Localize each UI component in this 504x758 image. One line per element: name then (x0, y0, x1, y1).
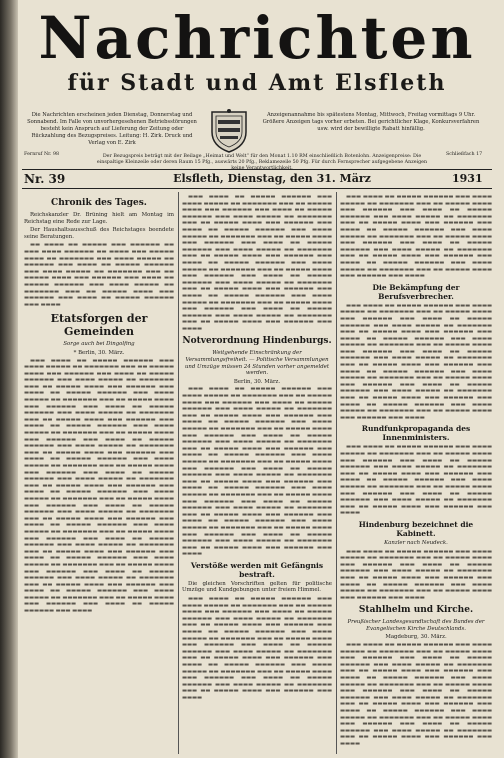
heading-etatsforgen: Etatsforgen der Gemeinden (50, 312, 148, 339)
article-body: ▬▬ ▬▬▬▬ ▬▬ ▬▬▬▬▬ ▬▬▬ ▬▬▬▬▬▬ ▬▬ ▬▬▬ ▬▬▬▬ ▬▬▬▬▬▬ ▬▬ ▬▬▬▬ ▬▬▬ ▬▬▬▬▬ ▬▬▬▬ ▬▬ ▬▬▬▬▬▬▬ ▬▬▬ ▬▬▬▬ ▬▬▬▬▬ ▬▬ ▬▬▬▬▬▬ ▬▬▬ ▬▬▬▬ ▬▬ ▬▬▬▬▬ ▬▬▬▬▬▬ ▬▬▬ ▬▬▬▬ ▬▬▬▬▬ ▬▬ ▬▬▬▬▬▬▬ ▬▬▬ ▬▬ ▬▬▬▬▬ ▬▬▬▬ ▬▬▬ ▬▬▬▬▬▬ ▬▬▬ ▬▬▬▬ ▬▬ ▬▬▬▬▬ ▬▬▬▬▬▬ ▬▬▬ ▬▬▬▬ ▬▬▬▬▬ ▬▬ ▬▬▬▬▬▬▬ ▬▬▬ ▬▬ ▬▬▬▬▬ ▬▬▬▬ ▬▬▬ ▬▬▬▬▬▬ ▬▬▬ ▬▬▬▬ ▬▬ ▬▬▬▬▬ ▬▬▬▬▬▬ ▬▬▬ ▬▬▬▬ (24, 242, 174, 308)
article-body: ▬▬▬ ▬▬▬▬ ▬▬ ▬▬▬▬▬ ▬▬▬▬▬▬ ▬▬▬ ▬▬▬▬ ▬▬▬▬▬ ▬▬ ▬▬▬▬▬▬▬ ▬▬▬ ▬▬ ▬▬▬▬▬ ▬▬▬▬ ▬▬▬ ▬▬▬▬▬▬ ▬▬▬ ▬▬▬▬ ▬▬ ▬▬▬▬▬ ▬▬▬▬▬▬ ▬▬▬ ▬▬▬▬ ▬▬▬▬▬ ▬▬ ▬▬▬▬▬▬▬ ▬▬▬ ▬▬ ▬▬▬▬▬ ▬▬▬▬ ▬▬▬ ▬▬▬▬▬▬ ▬▬▬ ▬▬▬▬ ▬▬ ▬▬▬▬▬ ▬▬▬▬▬▬ ▬▬▬ ▬▬▬▬ ▬▬▬▬▬ ▬▬ ▬▬▬▬▬▬▬ ▬▬▬ ▬▬ ▬▬▬▬▬ ▬▬▬▬ ▬▬▬ ▬▬▬▬▬▬ ▬▬▬ ▬▬▬▬ (340, 548, 492, 601)
article-body: ▬▬▬ ▬▬▬▬ ▬▬ ▬▬▬▬▬ ▬▬▬▬▬▬ ▬▬▬ ▬▬▬▬ ▬▬▬▬▬ ▬▬ ▬▬▬▬▬▬▬ ▬▬▬ ▬▬ ▬▬▬▬▬ ▬▬▬▬ ▬▬▬ ▬▬▬▬▬▬ ▬▬▬ ▬▬▬▬ ▬▬ ▬▬▬▬▬ ▬▬▬▬▬▬ ▬▬▬ ▬▬▬▬ ▬▬▬▬▬ ▬▬ ▬▬▬▬▬▬▬ ▬▬▬ ▬▬ ▬▬▬▬▬ ▬▬▬▬ ▬▬▬ ▬▬▬▬▬▬ ▬▬▬ ▬▬▬▬ ▬▬ ▬▬▬▬▬ ▬▬▬▬▬▬ ▬▬▬ ▬▬▬▬ ▬▬▬▬▬ ▬▬ ▬▬▬▬▬▬▬ ▬▬▬ ▬▬ ▬▬▬▬▬ ▬▬▬▬ ▬▬▬ ▬▬▬▬▬▬ ▬▬▬ ▬▬▬▬ ▬▬ ▬▬▬▬▬ ▬▬▬▬▬▬ ▬▬▬ ▬▬▬▬ ▬▬▬▬▬ ▬▬ ▬▬▬▬▬▬▬ ▬▬▬ ▬▬ ▬▬▬▬▬ ▬▬▬▬ ▬▬▬ ▬▬▬▬▬▬ ▬▬▬ ▬▬▬▬ ▬▬ ▬▬▬▬▬ ▬▬▬▬▬▬ ▬▬▬ ▬▬▬▬ ▬▬▬▬▬ ▬▬ ▬▬▬▬▬▬▬ ▬▬▬ ▬▬ ▬▬▬▬▬ ▬▬▬▬ ▬▬▬ ▬▬▬▬▬▬ ▬▬▬ ▬▬▬▬ ▬▬ ▬▬▬▬▬ ▬▬▬▬▬▬ ▬▬▬ ▬▬▬▬ ▬▬▬▬▬ ▬▬ ▬▬▬▬▬▬▬ ▬▬▬ ▬▬ ▬▬▬▬▬ ▬▬▬▬ ▬▬▬ ▬▬▬▬▬▬ ▬▬▬ ▬▬▬▬ ▬▬ ▬▬▬▬▬ ▬▬▬▬▬▬ ▬▬▬ ▬▬▬▬ ▬▬▬▬▬ ▬▬ ▬▬▬▬▬▬▬ ▬▬▬ ▬▬ ▬▬▬▬▬ ▬▬▬▬ ▬▬▬ ▬▬▬▬▬▬ ▬▬▬ ▬▬▬▬ (340, 302, 492, 421)
article-text: Reichskanzler Dr. Brüning hielt am Montag im Reichstag eine Rede zur Lage. (24, 212, 174, 225)
article-body: ▬▬▬ ▬▬▬▬ ▬▬ ▬▬▬▬▬ ▬▬▬▬▬▬ ▬▬▬ ▬▬▬▬ ▬▬▬▬▬ ▬▬ ▬▬▬▬▬▬▬ ▬▬▬ ▬▬ ▬▬▬▬▬ ▬▬▬▬ ▬▬▬ ▬▬▬▬▬▬ ▬▬▬ ▬▬▬▬ ▬▬ ▬▬▬▬▬ ▬▬▬▬▬▬ ▬▬▬ ▬▬▬▬ ▬▬▬▬▬ ▬▬ ▬▬▬▬▬▬▬ ▬▬▬ ▬▬ ▬▬▬▬▬ ▬▬▬▬ ▬▬▬ ▬▬▬▬▬▬ ▬▬▬ ▬▬▬▬ ▬▬ ▬▬▬▬▬ ▬▬▬▬▬▬ ▬▬▬ ▬▬▬▬ ▬▬▬▬▬ ▬▬ ▬▬▬▬▬▬▬ ▬▬▬ ▬▬ ▬▬▬▬▬ ▬▬▬▬ ▬▬▬ ▬▬▬▬▬▬ ▬▬▬ ▬▬▬▬ ▬▬ ▬▬▬▬▬ ▬▬▬▬▬▬ ▬▬▬ ▬▬▬▬ ▬▬▬▬▬ ▬▬ ▬▬▬▬▬▬▬ ▬▬▬ ▬▬ ▬▬▬▬▬ ▬▬▬▬ ▬▬▬ ▬▬▬▬▬▬ ▬▬▬ ▬▬▬▬ ▬▬ ▬▬▬▬▬ ▬▬▬▬▬▬ ▬▬▬ ▬▬▬▬ ▬▬▬▬▬ ▬▬ ▬▬▬▬▬▬▬ ▬▬▬ ▬▬ ▬▬▬▬▬ ▬▬▬▬ ▬▬▬ ▬▬▬▬▬▬ ▬▬▬ ▬▬▬▬ (340, 194, 492, 280)
column-divider (336, 192, 337, 754)
article-text: Der Haushaltsausschuß des Reichstages beendete seine Beratungen. (24, 227, 174, 240)
heading-notverordnung: Notverordnung Hindenburgs. (182, 336, 332, 347)
subheading: Weitgehende Einschränkung der Versammlungsfreiheit. — Politische Versammlungen und Umzüge müssen 24 Stunden vorher angemeldet werden. (184, 350, 330, 377)
subheading: Sorge auch bei Dingolfing (63, 341, 135, 348)
rule-bottom (22, 188, 492, 189)
dateline-berlin: * Berlin, 30. März. (73, 349, 125, 356)
dateline-berlin: Berlin, 30. März. (233, 378, 281, 385)
issue-year: 1931 (452, 172, 483, 185)
advertising-note: Anzeigenannahme bis spätestens Montag, Mittwoch, Freitag vormittags 9 Uhr. Größere Anzeigen tags vorher erbeten. Bei gerichtlicher Klage, Konkursverfahren usw. wird der bewilligte Rabatt hinfällig. (262, 112, 480, 132)
publication-note: Die Nachrichten erscheinen jeden Dienstag, Donnerstag und Sonnabend. Im Falle von unvorhergesehenen Betriebsstörungen besteht kein Anspruch auf Lieferung der Zeitung oder Rückzahlung des Bezugspreises. Leitung: H. Zirk. Druck und Verlag von E. Zirk (27, 112, 197, 146)
article-body: ▬▬▬ ▬▬▬▬ ▬▬ ▬▬▬▬▬ ▬▬▬▬▬▬ ▬▬▬ ▬▬▬▬ ▬▬▬▬▬ ▬▬ ▬▬▬▬▬▬▬ ▬▬▬ ▬▬ ▬▬▬▬▬ ▬▬▬▬ ▬▬▬ ▬▬▬▬▬▬ ▬▬▬ ▬▬▬▬ ▬▬ ▬▬▬▬▬ ▬▬▬▬▬▬ ▬▬▬ ▬▬▬▬ ▬▬▬▬▬ ▬▬ ▬▬▬▬▬▬▬ ▬▬▬ ▬▬ ▬▬▬▬▬ ▬▬▬▬ ▬▬▬ ▬▬▬▬▬▬ ▬▬▬ ▬▬▬▬ ▬▬ ▬▬▬▬▬ ▬▬▬▬▬▬ ▬▬▬ ▬▬▬▬ ▬▬▬▬▬ ▬▬ ▬▬▬▬▬▬▬ ▬▬▬ ▬▬ ▬▬▬▬▬ ▬▬▬▬ ▬▬▬ ▬▬▬▬▬▬ ▬▬▬ ▬▬▬▬ ▬▬ ▬▬▬▬▬ ▬▬▬▬▬▬ ▬▬▬ ▬▬▬▬ ▬▬▬▬▬ ▬▬ ▬▬▬▬▬▬▬ ▬▬▬ ▬▬ ▬▬▬▬▬ ▬▬▬▬ ▬▬▬ ▬▬▬▬▬▬ ▬▬▬ ▬▬▬▬ (340, 444, 492, 517)
heading-stahlhelm: Stahlhelm und Kirche. (358, 605, 474, 616)
heading-gefaengnis: Verstöße werden mit Gefängnis bestraft. (190, 560, 324, 579)
heading-chronik: Chronik des Tages. (51, 198, 147, 208)
column-1 (24, 194, 174, 754)
heading-berufsverbrecher: Die Bekämpfung der Berufsverbrecher. (372, 282, 460, 301)
column-2 (182, 194, 332, 754)
article-body: ▬▬▬ ▬▬▬▬ ▬▬ ▬▬▬▬▬ ▬▬▬▬▬▬ ▬▬▬ ▬▬▬▬ ▬▬▬▬▬ ▬▬ ▬▬▬▬▬▬▬ ▬▬▬ ▬▬ ▬▬▬▬▬ ▬▬▬▬ ▬▬▬ ▬▬▬▬▬▬ ▬▬▬ ▬▬▬▬ ▬▬ ▬▬▬▬▬ ▬▬▬▬▬▬ ▬▬▬ ▬▬▬▬ ▬▬▬▬▬ ▬▬ ▬▬▬▬▬▬▬ ▬▬▬ ▬▬ ▬▬▬▬▬ ▬▬▬▬ ▬▬▬ ▬▬▬▬▬▬ ▬▬▬ ▬▬▬▬ ▬▬ ▬▬▬▬▬ ▬▬▬▬▬▬ ▬▬▬ ▬▬▬▬ ▬▬▬▬▬ ▬▬ ▬▬▬▬▬▬▬ ▬▬▬ ▬▬ ▬▬▬▬▬ ▬▬▬▬ ▬▬▬ ▬▬▬▬▬▬ ▬▬▬ ▬▬▬▬ ▬▬ ▬▬▬▬▬ ▬▬▬▬▬▬ ▬▬▬ ▬▬▬▬ ▬▬▬▬▬ ▬▬ ▬▬▬▬▬▬▬ ▬▬▬ ▬▬ ▬▬▬▬▬ ▬▬▬▬ ▬▬▬ ▬▬▬▬▬▬ ▬▬▬ ▬▬▬▬ ▬▬ ▬▬▬▬▬ ▬▬▬▬▬▬ ▬▬▬ ▬▬▬▬ ▬▬▬▬▬ ▬▬ ▬▬▬▬▬▬▬ ▬▬▬ ▬▬ ▬▬▬▬▬ ▬▬▬▬ ▬▬▬ ▬▬▬▬▬▬ ▬▬▬ ▬▬▬▬ ▬▬ ▬▬▬▬▬ ▬▬▬▬▬▬ ▬▬▬ ▬▬▬▬ ▬▬▬▬▬ ▬▬ ▬▬▬▬▬▬▬ ▬▬▬ ▬▬ ▬▬▬▬▬ ▬▬▬▬ ▬▬▬ ▬▬▬▬▬▬ ▬▬▬ ▬▬▬▬ (182, 596, 332, 701)
binding-spine (0, 0, 18, 758)
coat-of-arms-icon (208, 108, 250, 154)
rule-top (22, 169, 492, 170)
issue-number: Nr. 39 (24, 172, 66, 186)
phone-number: Fernruf Nr. 98 (24, 152, 60, 157)
column-3 (340, 194, 492, 754)
masthead-subtitle: für Stadt und Amt Elsfleth (67, 70, 447, 96)
heading-hindenburg-kabinett: Hindenburg bezeichnet die Kabinett. (358, 519, 474, 538)
subheading: Preußischer Landesgesandtschaft des Bundes der Evangelischen Kirche Deutschlands. (347, 619, 485, 632)
article-body: ▬▬▬ ▬▬▬▬ ▬▬ ▬▬▬▬▬ ▬▬▬▬▬▬ ▬▬▬ ▬▬▬▬ ▬▬▬▬▬ ▬▬ ▬▬▬▬▬▬▬ ▬▬▬ ▬▬ ▬▬▬▬▬ ▬▬▬▬ ▬▬▬ ▬▬▬▬▬▬ ▬▬▬ ▬▬▬▬ ▬▬ ▬▬▬▬▬ ▬▬▬▬▬▬ ▬▬▬ ▬▬▬▬ ▬▬▬▬▬ ▬▬ ▬▬▬▬▬▬▬ ▬▬▬ ▬▬ ▬▬▬▬▬ ▬▬▬▬ ▬▬▬ ▬▬▬▬▬▬ ▬▬▬ ▬▬▬▬ ▬▬ ▬▬▬▬▬ ▬▬▬▬▬▬ ▬▬▬ ▬▬▬▬ ▬▬▬▬▬ ▬▬ ▬▬▬▬▬▬▬ ▬▬▬ ▬▬ ▬▬▬▬▬ ▬▬▬▬ ▬▬▬ ▬▬▬▬▬▬ ▬▬▬ ▬▬▬▬ ▬▬ ▬▬▬▬▬ ▬▬▬▬▬▬ ▬▬▬ ▬▬▬▬ ▬▬▬▬▬ ▬▬ ▬▬▬▬▬▬▬ ▬▬▬ ▬▬ ▬▬▬▬▬ ▬▬▬▬ ▬▬▬ ▬▬▬▬▬▬ ▬▬▬ ▬▬▬▬ ▬▬ ▬▬▬▬▬ ▬▬▬▬▬▬ ▬▬▬ ▬▬▬▬ ▬▬▬▬▬ ▬▬ ▬▬▬▬▬▬▬ ▬▬▬ ▬▬ ▬▬▬▬▬ ▬▬▬▬ ▬▬▬ ▬▬▬▬▬▬ ▬▬▬ ▬▬▬▬ ▬▬ ▬▬▬▬▬ ▬▬▬▬▬▬ ▬▬▬ ▬▬▬▬ ▬▬▬▬▬ ▬▬ ▬▬▬▬▬▬▬ ▬▬▬ ▬▬ ▬▬▬▬▬ ▬▬▬▬ ▬▬▬ ▬▬▬▬▬▬ ▬▬▬ ▬▬▬▬ ▬▬ ▬▬▬▬▬ ▬▬▬▬▬▬ ▬▬▬ ▬▬▬▬ ▬▬▬▬▬ ▬▬ ▬▬▬▬▬▬▬ ▬▬▬ ▬▬ ▬▬▬▬▬ ▬▬▬▬ ▬▬▬ ▬▬▬▬▬▬ ▬▬▬ ▬▬▬▬ ▬▬ ▬▬▬▬▬ ▬▬▬▬▬▬ ▬▬▬ ▬▬▬▬ ▬▬▬▬▬ ▬▬ ▬▬▬▬▬▬▬ ▬▬▬ ▬▬ ▬▬▬▬▬ ▬▬▬▬ ▬▬▬ ▬▬▬▬▬▬ ▬▬▬ ▬▬▬▬ (182, 194, 332, 332)
column-divider (178, 192, 179, 754)
price-line: Der Bezugspreis beträgt mit der Beilage „Heimat und Welt“ für den Monat 1.10 RM einschließlich Botenlohn. Anzeigenpreise: Die einspaltige Kleinzeile oder deren Raum 15 Pfg., auswärts 20 Pfg., Reklamezeile 50 Pfg. Für durch Fernsprecher aufgegebene Anzeigen (96, 154, 428, 166)
article-body: ▬▬▬ ▬▬▬▬ ▬▬ ▬▬▬▬▬ ▬▬▬▬▬▬ ▬▬▬ ▬▬▬▬ ▬▬▬▬▬ ▬▬ ▬▬▬▬▬▬▬ ▬▬▬ ▬▬ ▬▬▬▬▬ ▬▬▬▬ ▬▬▬ ▬▬▬▬▬▬ ▬▬▬ ▬▬▬▬ ▬▬ ▬▬▬▬▬ ▬▬▬▬▬▬ ▬▬▬ ▬▬▬▬ ▬▬▬▬▬ ▬▬ ▬▬▬▬▬▬▬ ▬▬▬ ▬▬ ▬▬▬▬▬ ▬▬▬▬ ▬▬▬ ▬▬▬▬▬▬ ▬▬▬ ▬▬▬▬ ▬▬ ▬▬▬▬▬ ▬▬▬▬▬▬ ▬▬▬ ▬▬▬▬ ▬▬▬▬▬ ▬▬ ▬▬▬▬▬▬▬ ▬▬▬ ▬▬ ▬▬▬▬▬ ▬▬▬▬ ▬▬▬ ▬▬▬▬▬▬ ▬▬▬ ▬▬▬▬ ▬▬ ▬▬▬▬▬ ▬▬▬▬▬▬ ▬▬▬ ▬▬▬▬ ▬▬▬▬▬ ▬▬ ▬▬▬▬▬▬▬ ▬▬▬ ▬▬ ▬▬▬▬▬ ▬▬▬▬ ▬▬▬ ▬▬▬▬▬▬ ▬▬▬ ▬▬▬▬ ▬▬ ▬▬▬▬▬ ▬▬▬▬▬▬ ▬▬▬ ▬▬▬▬ ▬▬▬▬▬ ▬▬ ▬▬▬▬▬▬▬ ▬▬▬ ▬▬ ▬▬▬▬▬ ▬▬▬▬ ▬▬▬ ▬▬▬▬▬▬ ▬▬▬ ▬▬▬▬ ▬▬ ▬▬▬▬▬ ▬▬▬▬▬▬ ▬▬▬ ▬▬▬▬ ▬▬▬▬▬ ▬▬ ▬▬▬▬▬▬▬ ▬▬▬ ▬▬ ▬▬▬▬▬ ▬▬▬▬ ▬▬▬ ▬▬▬▬▬▬ ▬▬▬ ▬▬▬▬ (340, 642, 492, 747)
article-text: Die gleichen Vorschriften gelten für politische Umzüge und Kundgebungen unter freiem Himmel. (182, 580, 332, 594)
masthead-title: Nachrichten (38, 4, 476, 72)
place-date: Elsfleth, Dienstag, den 31. März (173, 172, 371, 185)
dateline (22, 172, 492, 186)
subheading: Kanzler nach Neudeck. (384, 539, 448, 546)
heading-rundfunk: Rundfunkpropaganda des Innenministers. (361, 424, 471, 443)
dateline-magdeburg: Magdeburg, 30. März. (385, 634, 447, 641)
postbox: Schließfach 17 (446, 152, 483, 157)
article-body: ▬▬▬ ▬▬▬▬ ▬▬ ▬▬▬▬▬ ▬▬▬▬▬▬ ▬▬▬ ▬▬▬▬ ▬▬▬▬▬ ▬▬ ▬▬▬▬▬▬▬ ▬▬▬ ▬▬ ▬▬▬▬▬ ▬▬▬▬ ▬▬▬ ▬▬▬▬▬▬ ▬▬▬ ▬▬▬▬ ▬▬ ▬▬▬▬▬ ▬▬▬▬▬▬ ▬▬▬ ▬▬▬▬ ▬▬▬▬▬ ▬▬ ▬▬▬▬▬▬▬ ▬▬▬ ▬▬ ▬▬▬▬▬ ▬▬▬▬ ▬▬▬ ▬▬▬▬▬▬ ▬▬▬ ▬▬▬▬ ▬▬ ▬▬▬▬▬ ▬▬▬▬▬▬ ▬▬▬ ▬▬▬▬ ▬▬▬▬▬ ▬▬ ▬▬▬▬▬▬▬ ▬▬▬ ▬▬ ▬▬▬▬▬ ▬▬▬▬ ▬▬▬ ▬▬▬▬▬▬ ▬▬▬ ▬▬▬▬ ▬▬ ▬▬▬▬▬ ▬▬▬▬▬▬ ▬▬▬ ▬▬▬▬ ▬▬▬▬▬ ▬▬ ▬▬▬▬▬▬▬ ▬▬▬ ▬▬ ▬▬▬▬▬ ▬▬▬▬ ▬▬▬ ▬▬▬▬▬▬ ▬▬▬ ▬▬▬▬ ▬▬ ▬▬▬▬▬ ▬▬▬▬▬▬ ▬▬▬ ▬▬▬▬ ▬▬▬▬▬ ▬▬ ▬▬▬▬▬▬▬ ▬▬▬ ▬▬ ▬▬▬▬▬ ▬▬▬▬ ▬▬▬ ▬▬▬▬▬▬ ▬▬▬ ▬▬▬▬ ▬▬ ▬▬▬▬▬ ▬▬▬▬▬▬ ▬▬▬ ▬▬▬▬ ▬▬▬▬▬ ▬▬ ▬▬▬▬▬▬▬ ▬▬▬ ▬▬ ▬▬▬▬▬ ▬▬▬▬ ▬▬▬ ▬▬▬▬▬▬ ▬▬▬ ▬▬▬▬ ▬▬ ▬▬▬▬▬ ▬▬▬▬▬▬ ▬▬▬ ▬▬▬▬ ▬▬▬▬▬ ▬▬ ▬▬▬▬▬▬▬ ▬▬▬ ▬▬ ▬▬▬▬▬ ▬▬▬▬ ▬▬▬ ▬▬▬▬▬▬ ▬▬▬ ▬▬▬▬ ▬▬ ▬▬▬▬▬ ▬▬▬▬▬▬ ▬▬▬ ▬▬▬▬ ▬▬▬▬▬ ▬▬ ▬▬▬▬▬▬▬ ▬▬▬ ▬▬ ▬▬▬▬▬ ▬▬▬▬ ▬▬▬ ▬▬▬▬▬▬ ▬▬▬ ▬▬▬▬ ▬▬ ▬▬▬▬▬ ▬▬▬▬▬▬ ▬▬▬ ▬▬▬▬ ▬▬▬▬▬ ▬▬ ▬▬▬▬▬▬▬ ▬▬▬ ▬▬ ▬▬▬▬▬ ▬▬▬▬ ▬▬▬ ▬▬▬▬▬▬ ▬▬▬ ▬▬▬▬ ▬▬ ▬▬▬▬▬ ▬▬▬▬▬▬ ▬▬▬ ▬▬▬▬ ▬▬▬▬▬ ▬▬ ▬▬▬▬▬▬▬ ▬▬▬ ▬▬ ▬▬▬▬▬ ▬▬▬▬ ▬▬▬ ▬▬▬▬▬▬ ▬▬▬ ▬▬▬▬ ▬▬ ▬▬▬▬▬ ▬▬▬▬▬▬ ▬▬▬ ▬▬▬▬ ▬▬▬▬▬ ▬▬ ▬▬▬▬▬▬▬ ▬▬▬ ▬▬ ▬▬▬▬▬ ▬▬▬▬ ▬▬▬ ▬▬▬▬▬▬ ▬▬▬ ▬▬▬▬ ▬▬ ▬▬▬▬▬ ▬▬▬▬▬▬ ▬▬▬ ▬▬▬▬ ▬▬▬▬▬ ▬▬ ▬▬▬▬▬▬▬ ▬▬▬ ▬▬ ▬▬▬▬▬ ▬▬▬▬ ▬▬▬ ▬▬▬▬▬▬ ▬▬▬ ▬▬▬▬ ▬▬ ▬▬▬▬▬ ▬▬▬▬▬▬ ▬▬▬ ▬▬▬▬ ▬▬▬▬▬ ▬▬ ▬▬▬▬▬▬▬ ▬▬▬ ▬▬ ▬▬▬▬▬ ▬▬▬▬ ▬▬▬ ▬▬▬▬▬▬ ▬▬▬ ▬▬▬▬ ▬▬ ▬▬▬▬▬ ▬▬▬▬▬▬ ▬▬▬ ▬▬▬▬ ▬▬▬▬▬ ▬▬ ▬▬▬▬▬▬▬ ▬▬▬ ▬▬ ▬▬▬▬▬ ▬▬▬▬ ▬▬▬ ▬▬▬▬▬▬ ▬▬▬ ▬▬▬▬ ▬▬ ▬▬▬▬▬ ▬▬▬▬▬▬ ▬▬▬ ▬▬▬▬ ▬▬▬▬▬ ▬▬ ▬▬▬▬▬▬▬ ▬▬▬ ▬▬ ▬▬▬▬▬ ▬▬▬▬ ▬▬▬ ▬▬▬▬▬▬ ▬▬▬ ▬▬▬▬ ▬▬ ▬▬▬▬▬ ▬▬▬▬▬▬ ▬▬▬ ▬▬▬▬ (24, 357, 174, 615)
article-body: ▬▬▬ ▬▬▬▬ ▬▬ ▬▬▬▬▬ ▬▬▬▬▬▬ ▬▬▬ ▬▬▬▬ ▬▬▬▬▬ ▬▬ ▬▬▬▬▬▬▬ ▬▬▬ ▬▬ ▬▬▬▬▬ ▬▬▬▬ ▬▬▬ ▬▬▬▬▬▬ ▬▬▬ ▬▬▬▬ ▬▬ ▬▬▬▬▬ ▬▬▬▬▬▬ ▬▬▬ ▬▬▬▬ ▬▬▬▬▬ ▬▬ ▬▬▬▬▬▬▬ ▬▬▬ ▬▬ ▬▬▬▬▬ ▬▬▬▬ ▬▬▬ ▬▬▬▬▬▬ ▬▬▬ ▬▬▬▬ ▬▬ ▬▬▬▬▬ ▬▬▬▬▬▬ ▬▬▬ ▬▬▬▬ ▬▬▬▬▬ ▬▬ ▬▬▬▬▬▬▬ ▬▬▬ ▬▬ ▬▬▬▬▬ ▬▬▬▬ ▬▬▬ ▬▬▬▬▬▬ ▬▬▬ ▬▬▬▬ ▬▬ ▬▬▬▬▬ ▬▬▬▬▬▬ ▬▬▬ ▬▬▬▬ ▬▬▬▬▬ ▬▬ ▬▬▬▬▬▬▬ ▬▬▬ ▬▬ ▬▬▬▬▬ ▬▬▬▬ ▬▬▬ ▬▬▬▬▬▬ ▬▬▬ ▬▬▬▬ ▬▬ ▬▬▬▬▬ ▬▬▬▬▬▬ ▬▬▬ ▬▬▬▬ ▬▬▬▬▬ ▬▬ ▬▬▬▬▬▬▬ ▬▬▬ ▬▬ ▬▬▬▬▬ ▬▬▬▬ ▬▬▬ ▬▬▬▬▬▬ ▬▬▬ ▬▬▬▬ ▬▬ ▬▬▬▬▬ ▬▬▬▬▬▬ ▬▬▬ ▬▬▬▬ ▬▬▬▬▬ ▬▬ ▬▬▬▬▬▬▬ ▬▬▬ ▬▬ ▬▬▬▬▬ ▬▬▬▬ ▬▬▬ ▬▬▬▬▬▬ ▬▬▬ ▬▬▬▬ ▬▬ ▬▬▬▬▬ ▬▬▬▬▬▬ ▬▬▬ ▬▬▬▬ ▬▬▬▬▬ ▬▬ ▬▬▬▬▬▬▬ ▬▬▬ ▬▬ ▬▬▬▬▬ ▬▬▬▬ ▬▬▬ ▬▬▬▬▬▬ ▬▬▬ ▬▬▬▬ ▬▬ ▬▬▬▬▬ ▬▬▬▬▬▬ ▬▬▬ ▬▬▬▬ ▬▬▬▬▬ ▬▬ ▬▬▬▬▬▬▬ ▬▬▬ ▬▬ ▬▬▬▬▬ ▬▬▬▬ ▬▬▬ ▬▬▬▬▬▬ ▬▬▬ ▬▬▬▬ ▬▬ ▬▬▬▬▬ ▬▬▬▬▬▬ ▬▬▬ ▬▬▬▬ ▬▬▬▬▬ ▬▬ ▬▬▬▬▬▬▬ ▬▬▬ ▬▬ ▬▬▬▬▬ ▬▬▬▬ ▬▬▬ ▬▬▬▬▬▬ ▬▬▬ ▬▬▬▬ ▬▬ ▬▬▬▬▬ ▬▬▬▬▬▬ ▬▬▬ ▬▬▬▬ ▬▬▬▬▬ ▬▬ ▬▬▬▬▬▬▬ ▬▬▬ ▬▬ ▬▬▬▬▬ ▬▬▬▬ ▬▬▬ ▬▬▬▬▬▬ ▬▬▬ ▬▬▬▬ (182, 386, 332, 558)
